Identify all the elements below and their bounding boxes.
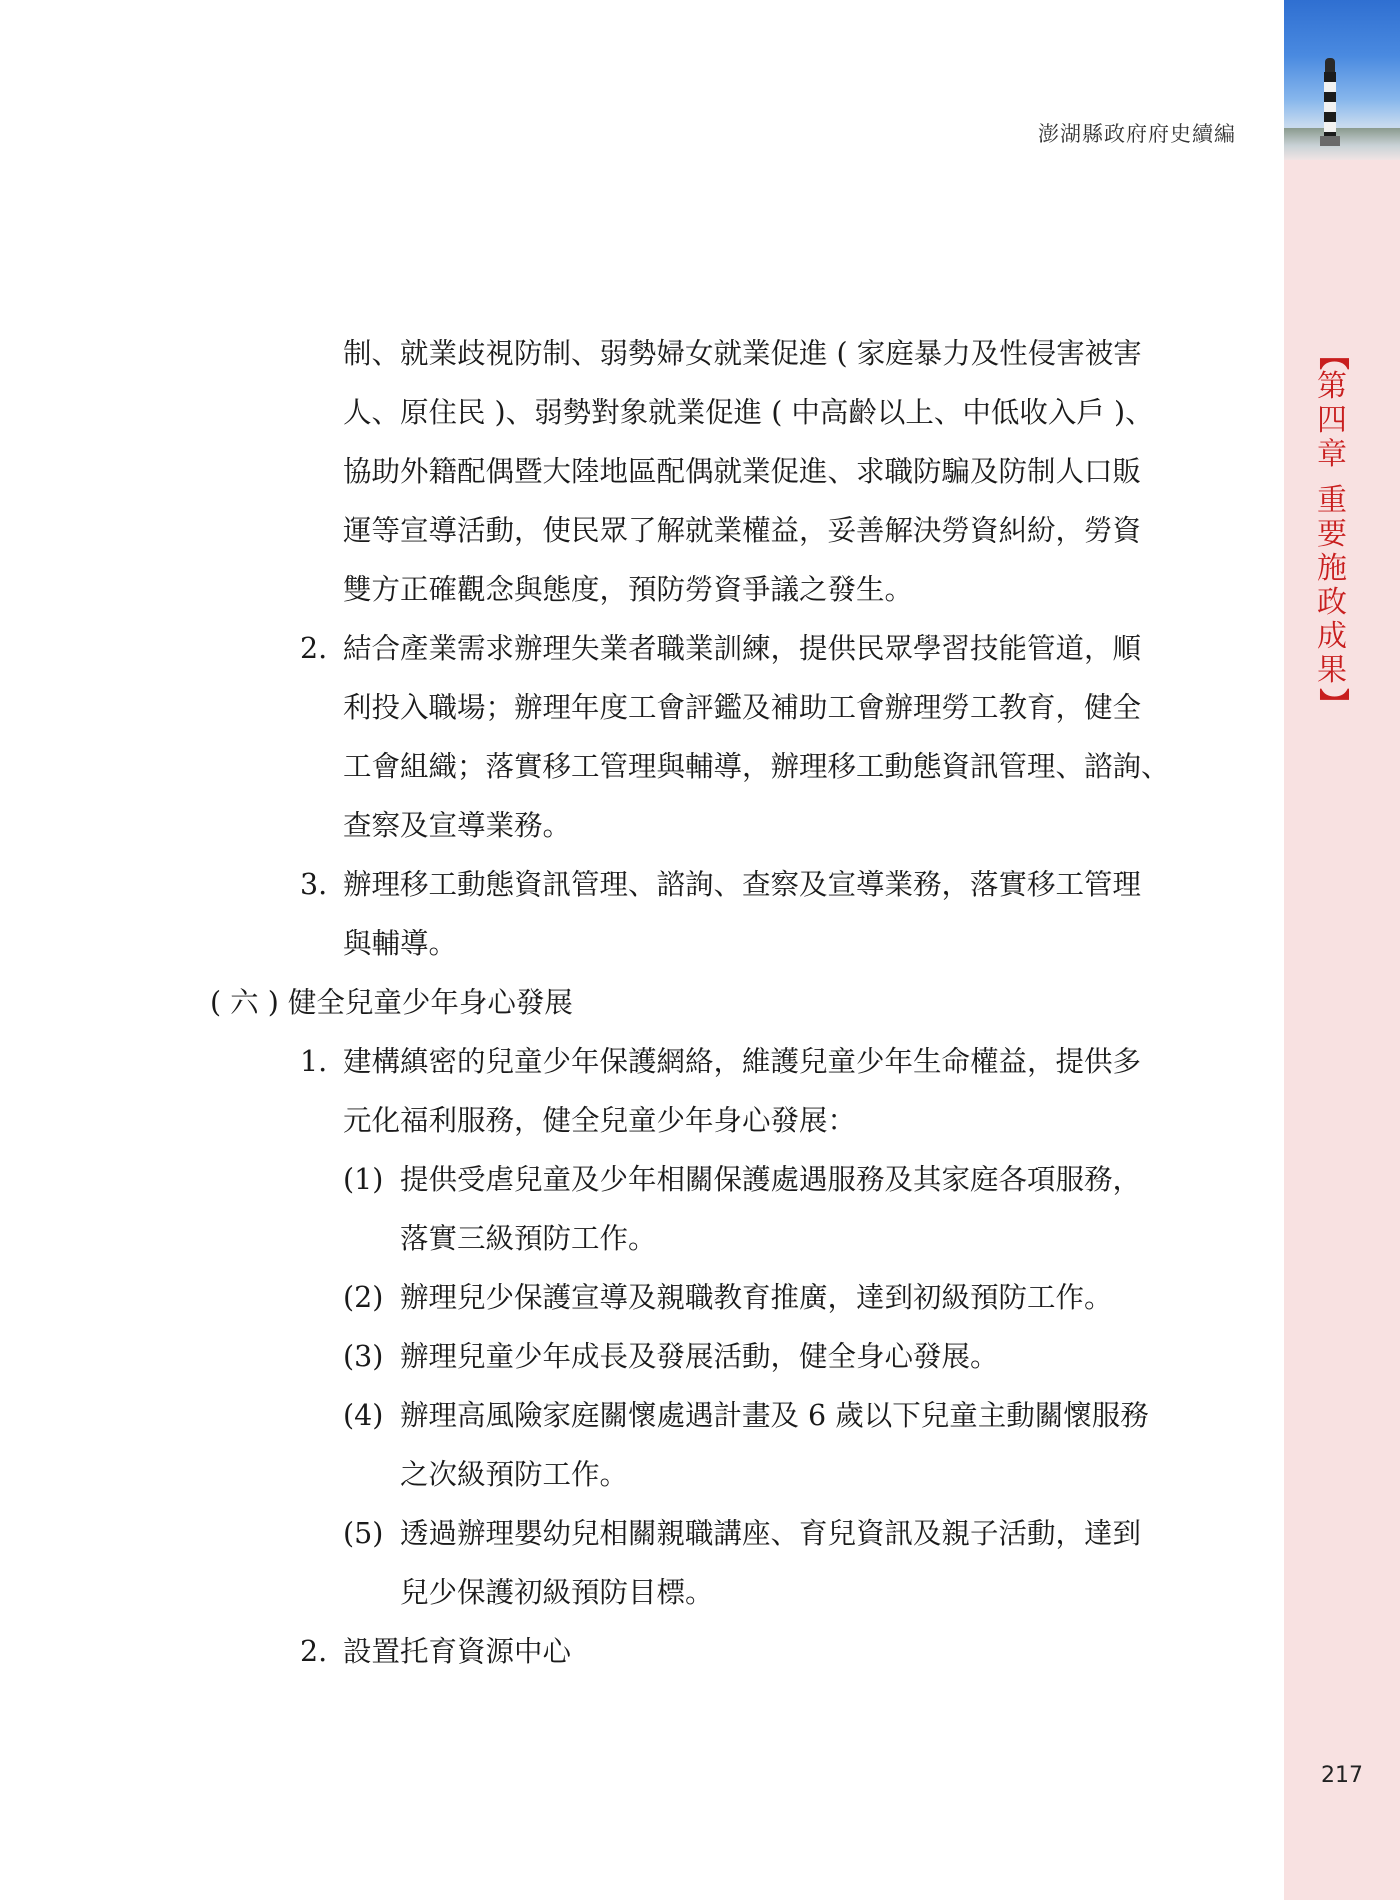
chapter-title-char: 成 xyxy=(1317,619,1347,654)
subitem-line: 辦理高風險家庭關懷處遇計畫及 6 歲以下兒童主動關懷服務 xyxy=(400,1399,1149,1432)
list-item-line: 辦理移工動態資訊管理、諮詢、查察及宣導業務，落實移工管理 xyxy=(343,868,1142,901)
paragraph-line: 人、原住民 )、弱勢對象就業促進 ( 中高齡以上、中低收入戶 )、 xyxy=(343,396,1154,429)
lighthouse-photo xyxy=(1284,0,1400,160)
paragraph-line: 制、就業歧視防制、弱勢婦女就業促進 ( 家庭暴力及性侵害被害 xyxy=(343,337,1142,370)
chapter-number-char: 第 xyxy=(1317,369,1347,404)
list-item-line: 查察及宣導業務。 xyxy=(343,809,572,842)
running-title: 澎湖縣政府府史續編 xyxy=(1038,122,1236,146)
chapter-number-char: 四 xyxy=(1317,403,1347,438)
coastline-shape xyxy=(1284,128,1400,160)
list-item-line: 結合產業需求辦理失業者職業訓練，提供民眾學習技能管道，順 xyxy=(343,632,1142,665)
item-number: 2. xyxy=(300,1635,328,1668)
chapter-tab xyxy=(1310,340,1354,718)
list-item-line: 工會組織；落實移工管理與輔導，辦理移工動態資訊管理、諮詢、 xyxy=(343,750,1170,783)
paragraph-line: 運等宣導活動，使民眾了解就業權益，妥善解決勞資糾紛，勞資 xyxy=(343,514,1142,547)
section-heading: ( 六 ) 健全兒童少年身心發展 xyxy=(210,986,573,1019)
item-number: 1. xyxy=(300,1045,328,1078)
subitem-number: (1) xyxy=(343,1163,384,1196)
subitem-number: (3) xyxy=(343,1340,384,1373)
chapter-title-char: 施 xyxy=(1317,551,1347,586)
subitem-number: (5) xyxy=(343,1517,384,1550)
subitem-number: (2) xyxy=(343,1281,384,1314)
subitem-number: (4) xyxy=(343,1399,384,1432)
chapter-bracket-open: 【 xyxy=(1315,340,1350,370)
paragraph-line: 協助外籍配偶暨大陸地區配偶就業促進、求職防騙及防制人口販 xyxy=(343,455,1142,488)
subitem-line: 透過辦理嬰幼兒相關親職講座、育兒資訊及親子活動，達到 xyxy=(400,1517,1142,1550)
list-item-line: 元化福利服務，健全兒童少年身心發展： xyxy=(343,1104,857,1137)
list-item-line: 利投入職場；辦理年度工會評鑑及補助工會辦理勞工教育，健全 xyxy=(343,691,1142,724)
page-number: 217 xyxy=(1321,1763,1363,1788)
subitem-line: 兒少保護初級預防目標。 xyxy=(400,1576,714,1609)
list-item-line: 與輔導。 xyxy=(343,927,458,960)
chapter-title-char: 要 xyxy=(1317,517,1347,552)
list-item-line: 設置托育資源中心 xyxy=(343,1635,572,1668)
subitem-line: 提供受虐兒童及少年相關保護處遇服務及其家庭各項服務， xyxy=(400,1163,1142,1196)
chapter-title-char: 重 xyxy=(1317,483,1347,518)
chapter-title-char: 果 xyxy=(1317,653,1347,688)
chapter-number-char: 章 xyxy=(1317,437,1347,472)
chapter-bracket-close: 】 xyxy=(1315,688,1350,718)
item-number: 2. xyxy=(300,632,328,665)
subitem-line: 之次級預防工作。 xyxy=(400,1458,629,1491)
subitem-line: 落實三級預防工作。 xyxy=(400,1222,657,1255)
sidebar-strip xyxy=(1284,0,1400,1900)
subitem-line: 辦理兒少保護宣導及親職教育推廣，達到初級預防工作。 xyxy=(400,1281,1113,1314)
paragraph-line: 雙方正確觀念與態度，預防勞資爭議之發生。 xyxy=(343,573,914,606)
subitem-line: 辦理兒童少年成長及發展活動，健全身心發展。 xyxy=(400,1340,999,1373)
lighthouse-icon xyxy=(1320,58,1340,146)
chapter-title-char: 政 xyxy=(1317,585,1347,620)
item-number: 3. xyxy=(300,868,328,901)
list-item-line: 建構縝密的兒童少年保護網絡，維護兒童少年生命權益，提供多 xyxy=(343,1045,1142,1078)
